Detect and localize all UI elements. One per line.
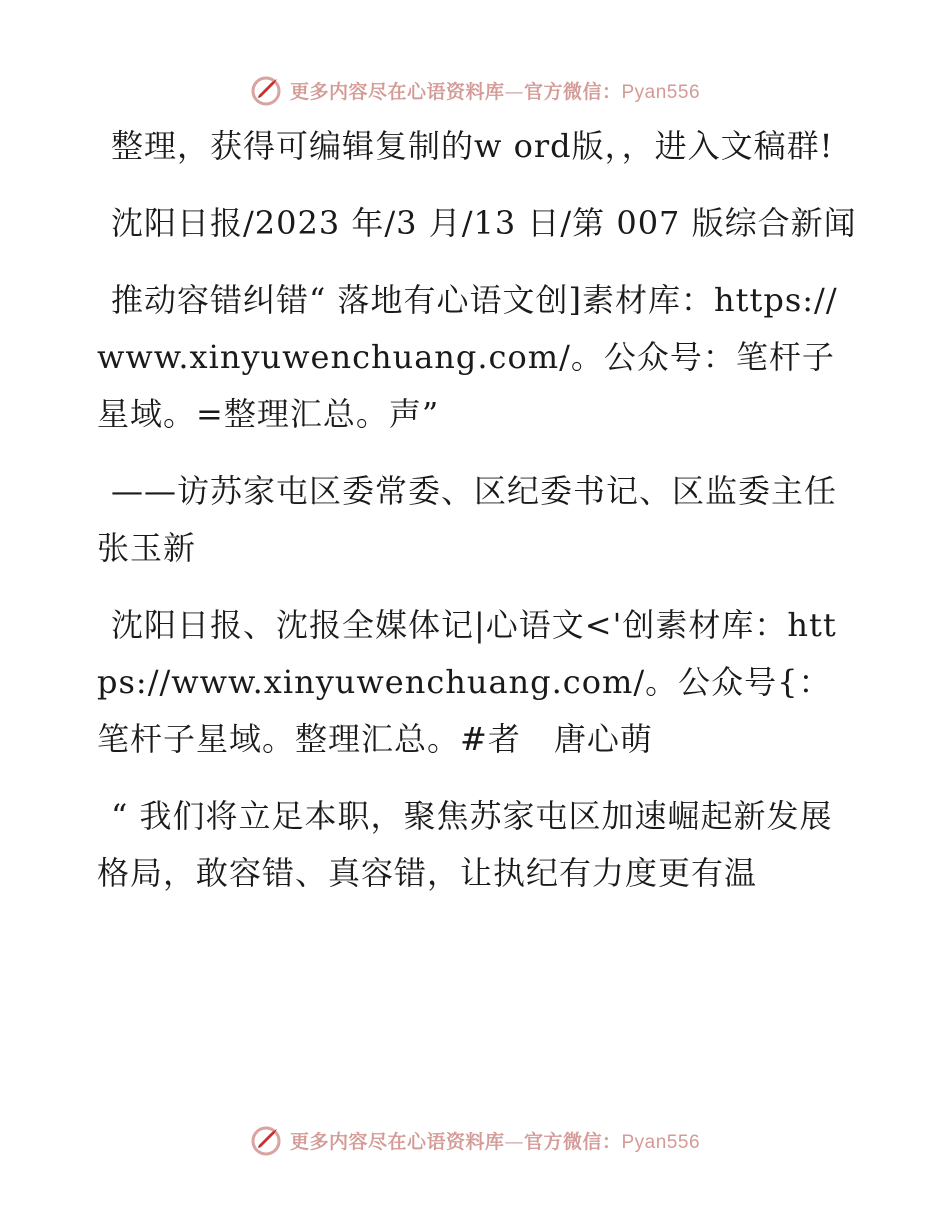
banner-separator: —: [504, 1130, 524, 1153]
banner-wechat-id: Pyan556: [621, 81, 701, 103]
paragraph-headline: 推动容错纠错“ 落地有心语文创]素材库：https://www.xinyuwenchuang.com/。公众号：笔杆子星域。=整理汇总。声”: [97, 281, 838, 433]
banner-main-text: 更多内容尽在心语资料库: [289, 80, 505, 103]
pen-nib-icon: [250, 1123, 284, 1157]
paragraph-intro: 整理，获得可编辑复制的w ord版，，进入文稿群!: [111, 127, 834, 165]
footer-banner-text: [290, 1127, 700, 1154]
header-watermark-banner: [0, 70, 950, 110]
document-body: [97, 118, 857, 922]
paragraph-subheadline: ——访苏家屯区委常委、区纪委书记、区监委主任张玉新: [97, 472, 838, 567]
footer-watermark-banner: [0, 1120, 950, 1160]
pen-nib-icon: [250, 73, 284, 107]
banner-wechat-id: Pyan556: [621, 1131, 701, 1153]
header-banner-text: [290, 77, 700, 104]
paragraph-byline: 沈阳日报、沈报全媒体记|心语文<'创素材库：https://www.xinyuwenchuang.com/。公众号{：笔杆子星域。整理汇总。#者 唐心萌: [97, 606, 837, 758]
banner-main-text: 更多内容尽在心语资料库: [289, 1130, 505, 1153]
banner-wechat-label: 官方微信：: [523, 1130, 622, 1153]
paragraph-quote: “ 我们将立足本职，聚焦苏家屯区加速崛起新发展格局，敢容错、真容错，让执纪有力度更有温: [97, 797, 833, 892]
banner-separator: —: [504, 80, 524, 103]
paragraph-source: 沈阳日报/2023 年/3 月/13 日/第 007 版综合新闻: [111, 204, 857, 242]
banner-wechat-label: 官方微信：: [523, 80, 622, 103]
